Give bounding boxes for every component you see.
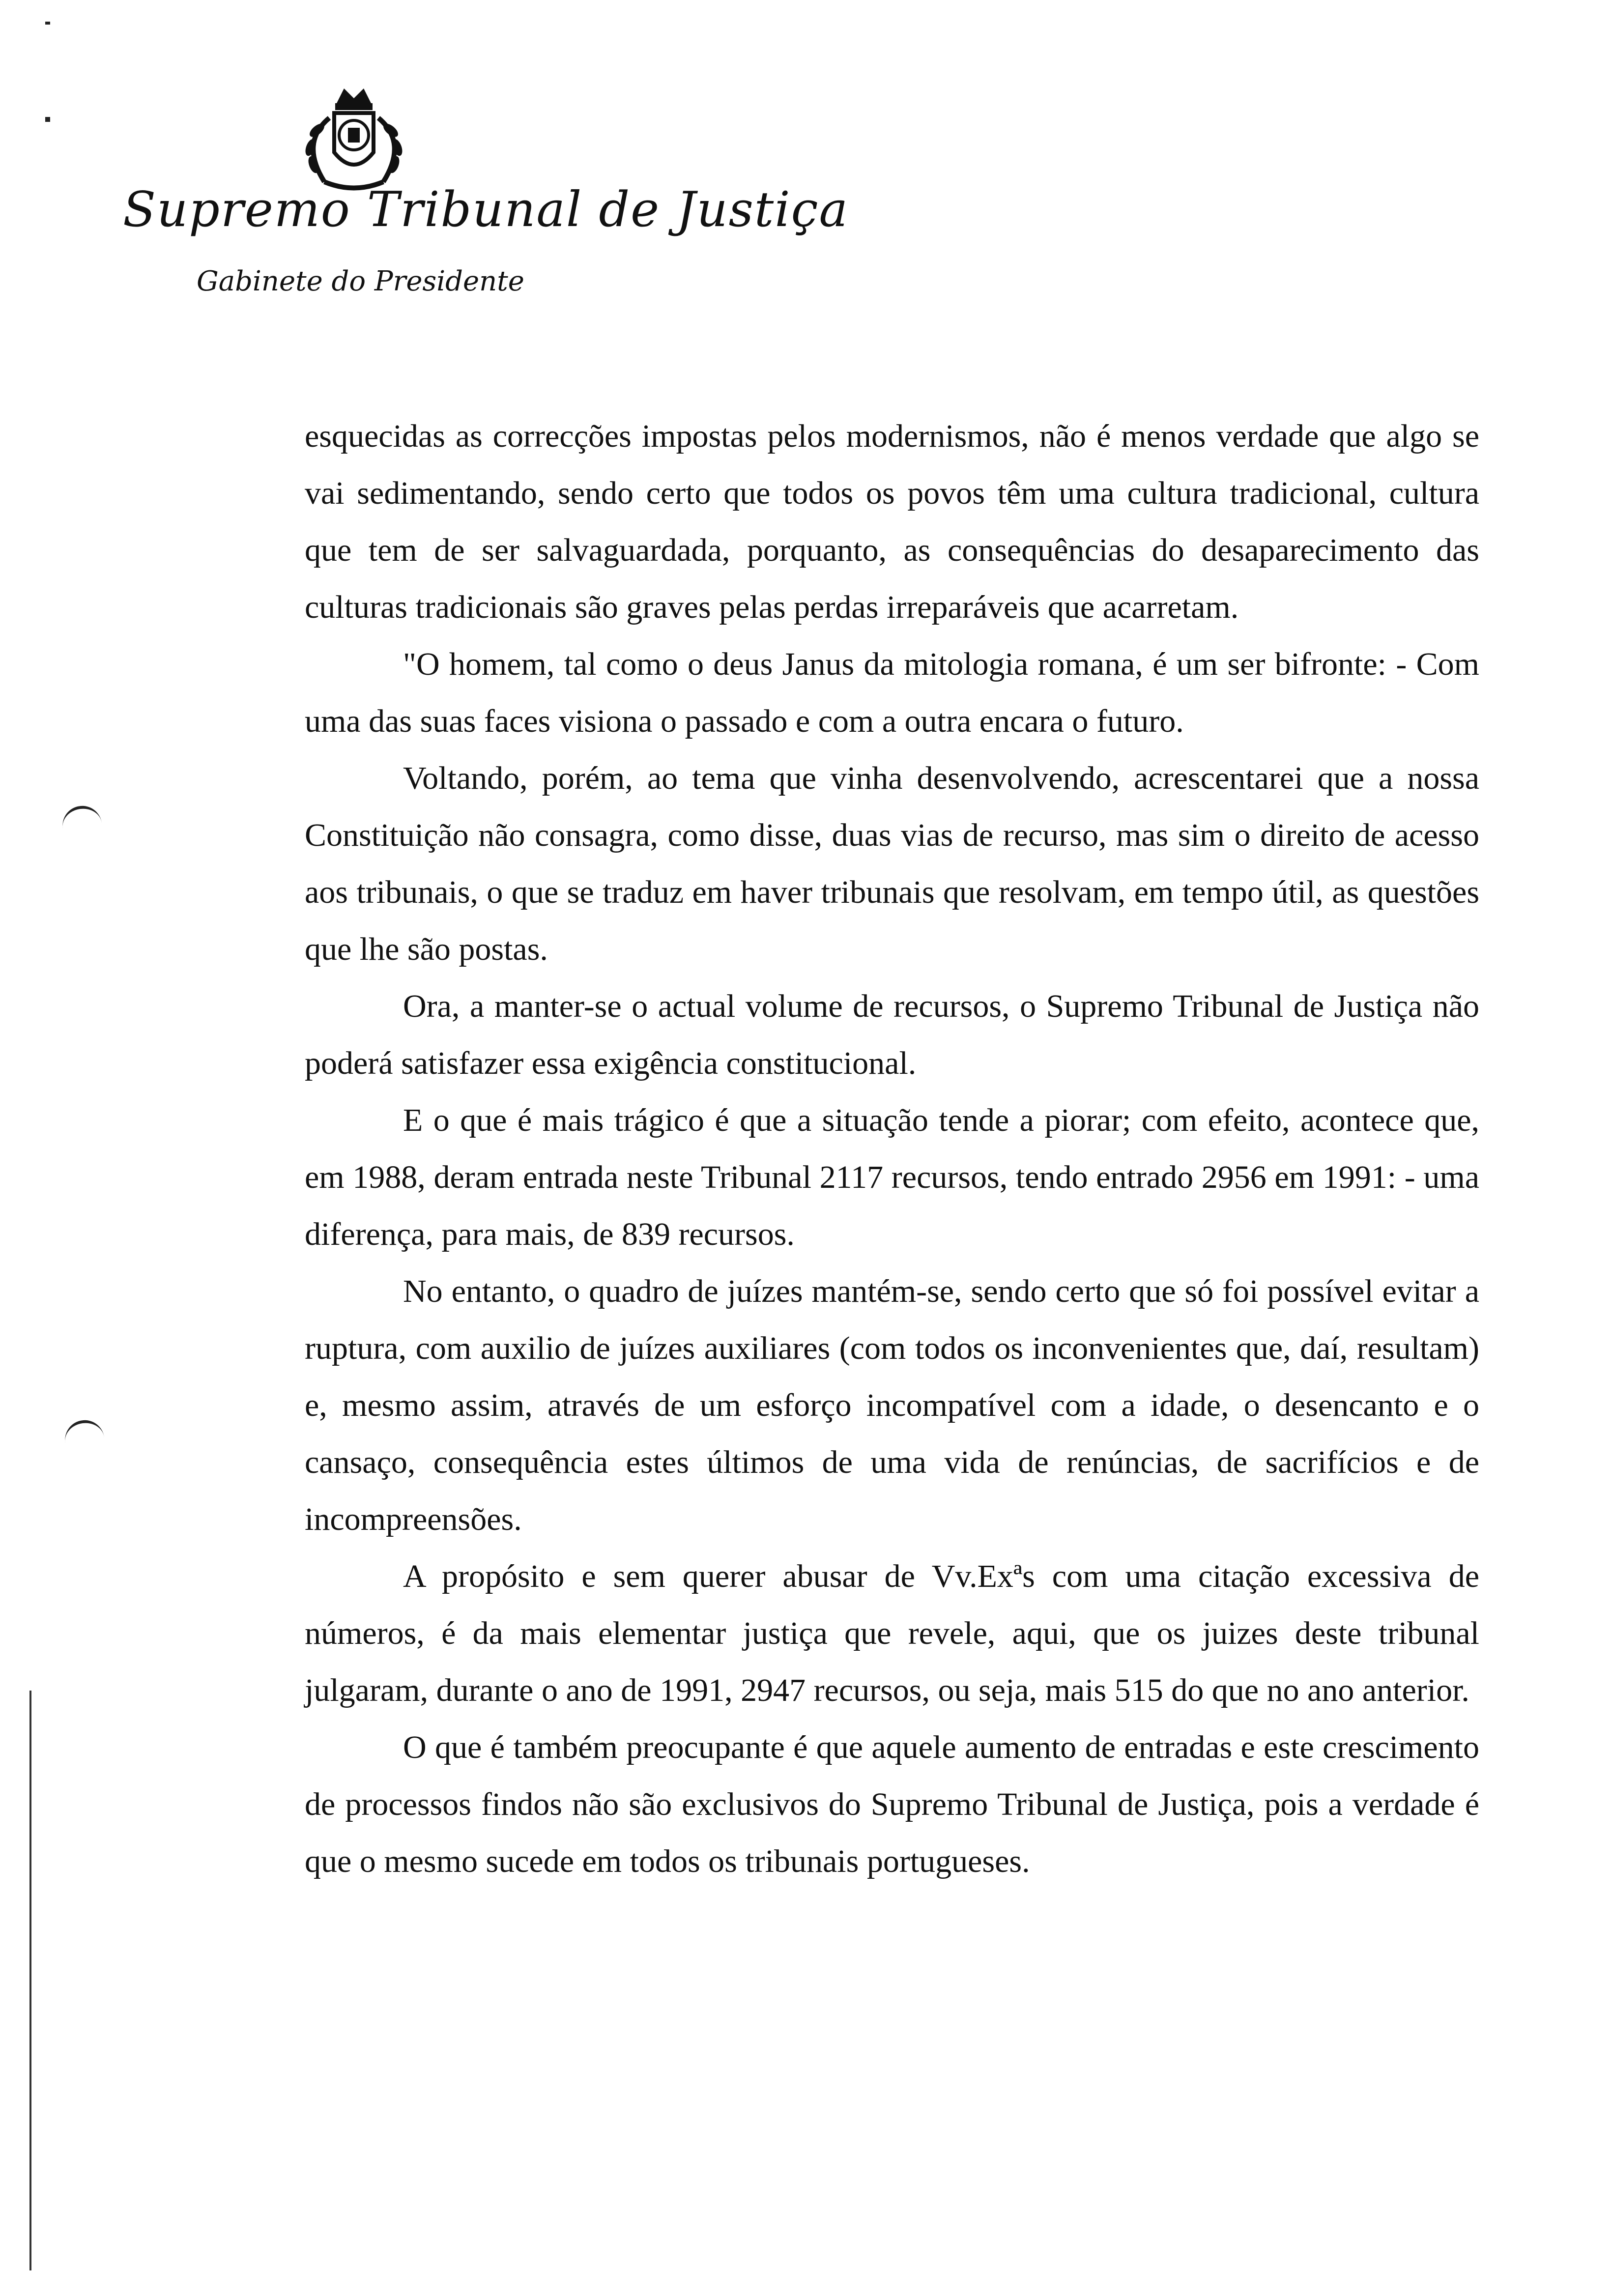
letter-body xyxy=(305,408,1479,1890)
paragraph: Voltando, porém, ao tema que vinha desenvolvendo, acrescentarei que a nossa Constituição não consagra, como disse, duas vias de recurso, mas sim o direito de acesso aos tribunais, o que se traduz em haver tribunais que resolvam, em tempo útil, as questões que lhe são postas. xyxy=(305,760,1479,967)
letterhead-title: Supremo Tribunal de Justiça xyxy=(123,182,849,238)
paragraph: Ora, a manter-se o actual volume de recursos, o Supremo Tribunal de Justiça não poderá satisfazer essa exigência constitucional. xyxy=(305,988,1479,1081)
paragraph: esquecidas as correcções impostas pelos modernismos, não é menos verdade que algo se vai sedimentando, sendo certo que todos os povos têm uma cultura tradicional, cultura que tem de ser salvaguardada, porquanto, as consequências do desaparecimento das culturas tradicionais são graves pelas perdas irreparáveis que acarretam. xyxy=(305,418,1479,625)
letterhead-subtitle: Gabinete do Presidente xyxy=(197,265,524,297)
paragraph: A propósito e sem querer abusar de Vv.Exªs com uma citação excessiva de números, é da mais elementar justiça que revele, aqui, que os juizes deste tribunal julgaram, durante o ano de 1991, 2947 recursos, ou seja, mais 515 do que no ano anterior. xyxy=(305,1558,1479,1708)
paragraph: No entanto, o quadro de juízes mantém-se, sendo certo que só foi possível evitar a ruptura, com auxilio de juízes auxiliares (com todos os inconvenientes que, daí, resultam) e, mesmo assim, através de um esforço incompatível com a idade, o desencanto e o cansaço, consequência estes últimos de uma vida de renúncias, de sacrifícios e de incompreensões. xyxy=(305,1273,1479,1537)
scan-mark xyxy=(45,22,50,25)
paragraph: "O homem, tal como o deus Janus da mitologia romana, é um ser bifronte: - Com uma das suas faces visiona o passado e com a outra encara o futuro. xyxy=(305,646,1479,739)
scan-edge-line xyxy=(29,1691,31,2270)
hole-punch-mark xyxy=(62,1418,105,1446)
hole-punch-mark xyxy=(60,804,102,832)
paragraph: O que é também preocupante é que aquele aumento de entradas e este crescimento de processos findos não são exclusivos do Supremo Tribunal de Justiça, pois a verdade é que o mesmo sucede em todos os tribunais portugueses. xyxy=(305,1729,1479,1879)
paragraph: E o que é mais trágico é que a situação tende a piorar; com efeito, acontece que, em 1988, deram entrada neste Tribunal 2117 recursos, tendo entrado 2956 em 1991: - uma diferença, para mais, de 839 recursos. xyxy=(305,1102,1479,1252)
coat-of-arms-icon xyxy=(290,84,418,197)
scan-mark xyxy=(45,117,50,122)
